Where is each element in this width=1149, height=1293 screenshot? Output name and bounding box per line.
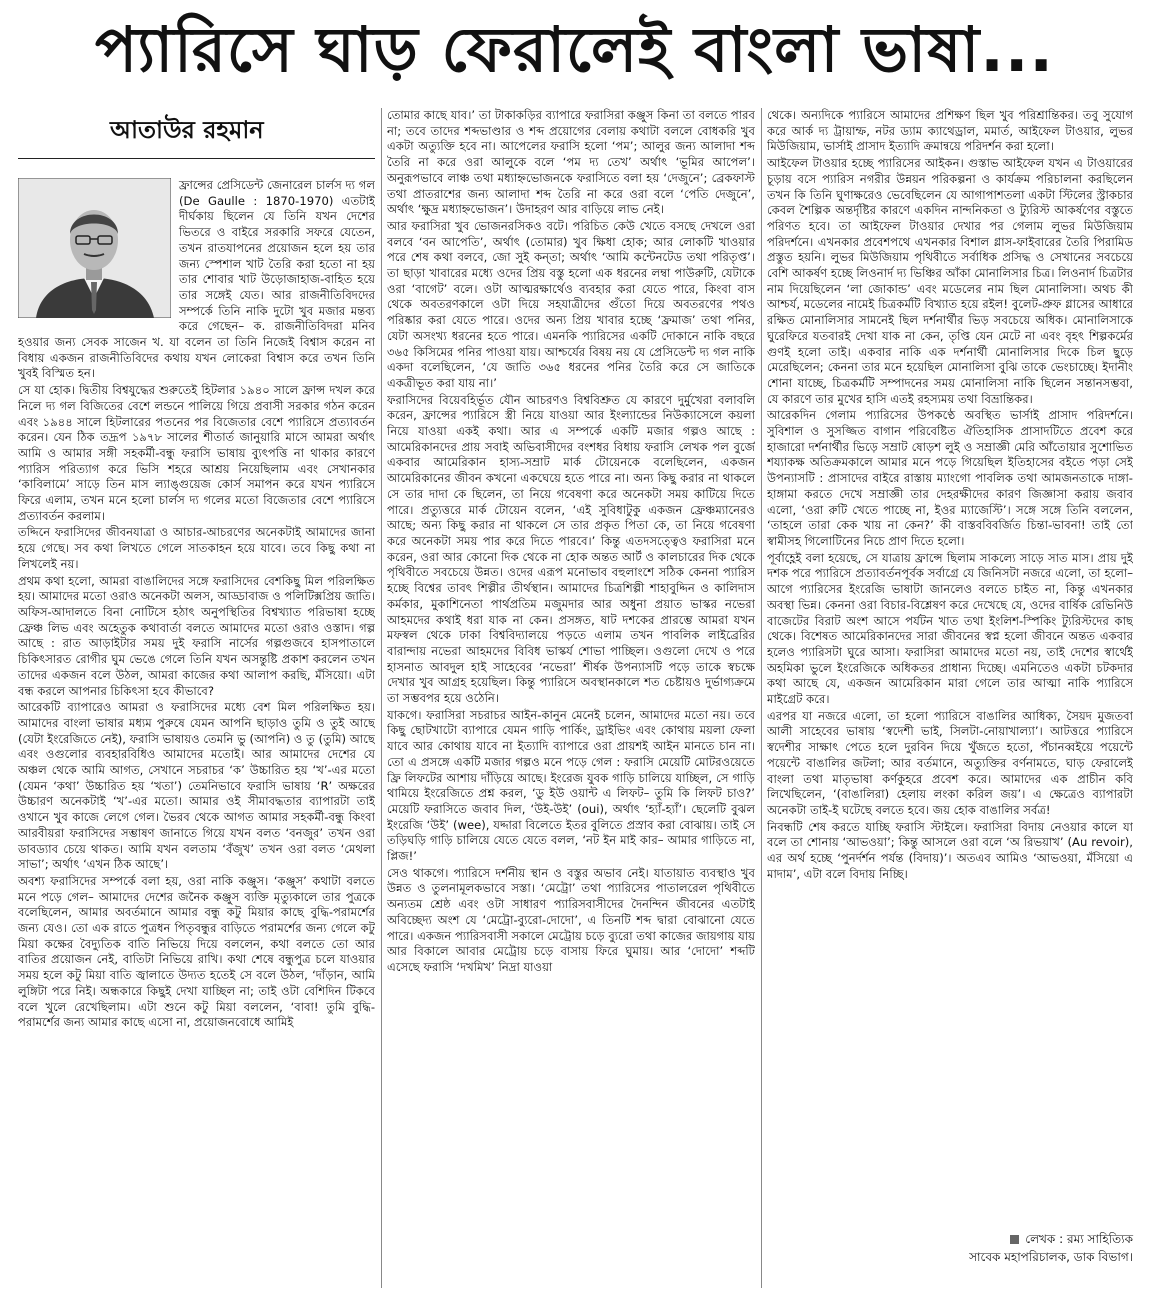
paragraph: সে যা হোক। দ্বিতীয় বিশ্বযুদ্ধের শুরুতেই হিটলার ১৯৪০ সালে ফ্রান্স দখল করে নিলে দ্য গল বিজিতের বেশে লন্ডনে পালিয়ে গিয়ে প্রবাসী সরকার গঠন করেন এবং ১৯৪৪ সালে হিটলারের পতনের পর বিজেতার বেশে প্যারিসে প্রত্যাবর্তন করেন। যেন ঠিক তদ্রূপ ১৯৭৮ সালের শীতার্ত জানুয়ারি মাসে আমরা অর্থাৎ আমি ও আমার সঙ্গী সহকর্মী-বন্ধু ফরাসি ভাষায় ব্যুৎপত্তি না থাকার কারণে প্যারিস পরিত্যাগ করে ভিসি শহরে আশ্রয় নিয়েছিলাম এবং সেখানকার ‘কাবিলামে’ সাড়ে তিন মাস ল্যাঙ্গুয়েজ কোর্স সমাপন করে যখন প্যারিসে ফিরে এলাম, তখন মনে হলো চার্লস দ্য গলের মতো বিজেতার বেশে প্যারিসে প্রত্যাবর্তন করলাম। xyxy=(18,383,375,523)
paragraph: আরেকদিন গেলাম প্যারিসের উপকণ্ঠে অবস্থিত ভার্সাই প্রাসাদ পরিদর্শনে। সুবিশাল ও সুসজ্জিত বাগান পরিবেষ্টিত ঐতিহাসিক প্রাসাদটিতে প্রবেশ করে হাজারো দর্শনার্থীর ভিড়ে সম্রাট ষোড়শ লুই ও সম্রাজ্ঞী মেরি আঁতোয়ার সুশোভিত শয্যাকক্ষ অতিক্রমকালে আমার মনে পড়ে গিয়েছিল ইতিহাসের বইতে পড়া সেই উপন্যাসটি : প্রাসাদের বাইরে রাস্তায় ম্যাংগো পাবলিক তথা আমজনতাকে দাঙ্গা-হাঙ্গামা করতে দেখে সম্রাজ্ঞী তার দেহরক্ষীদের কারণ জিজ্ঞাসা করায় জবাব এলো, ‘ওরা রুটি খেতে পাচ্ছে না, ইওর ম্যাজেস্টি’। সঙ্গে সঙ্গে তিনি বললেন, ‘তাহলে তারা কেক খায় না কেন?’ কী বাস্তববিবর্জিত চিন্তা-ভাবনা! তাই তো স্বামীসহ গিলোটিনের নিচে প্রাণ দিতে হলো। xyxy=(767,408,1133,548)
column-divider xyxy=(761,108,762,1288)
column-divider xyxy=(381,108,382,1288)
byline-rule xyxy=(18,158,375,159)
paragraph: তদ্দিনে ফরাসিদের জীবনযাত্রা ও আচার-আচরণের অনেকটাই আমাদের জানা হয়ে গেছে। সব কথা লিখতে গেলে সাতকাহন হয়ে যাবে। তবে কিছু কথা না লিখলেই নয়। xyxy=(18,525,375,571)
paragraph: থেকে। অন্যদিকে প্যারিসে আমাদের প্রশিক্ষণ ছিল খুব পরিশ্রান্তিকর। তবু সুযোগ করে আর্ক দ্য ট্রায়াম্ফ, নটর ড্যাম ক্যাথেড্রাল, মমার্ত, আইফেল টাওয়ার, লুভর মিউজিয়াম, ভার্সাই প্রাসাদ ইত্যাদি ক্রমান্বয়ে পরিদর্শন করা হলো। xyxy=(767,108,1133,154)
paragraph: প্রথম কথা হলো, আমরা বাঙালিদের সঙ্গে ফরাসিদের বেশকিছু মিল পরিলক্ষিত হয়। আমাদের মতো ওরাও অনেকটা অলস, আড্ডাবাজ ও পলিটিক্সপ্রিয় জাতি। অফিস-আদালতে বিনা নোটিসে হঠাৎ অনুপস্থিতির বিশ্বখ্যাত পরিভাষা হচ্ছে ফ্রেঞ্চ লিভ এবং অহেতুক কথাবার্তা বলতে আমাদের মতো ওরাও ওস্তাদ। গল্প আছে : রাত আড়াইটার সময় দুই ফরাসি নার্সের গল্পগুজবে হাসপাতালে চিকিৎসারত রোগীর ঘুম ভেঙে গেলে তিনি যখন অসন্তুষ্টি প্রকাশ করলেন তখন তাদের একজন বলে উঠল, আমরা কাজের কথা আলাপ করছি, মঁসিয়ো। এটা বন্ধ করলে আপনার চিকিৎসা হবে কীভাবে? xyxy=(18,573,375,698)
author-note xyxy=(895,1230,1133,1266)
paragraph: আর ফরাসিরা খুব ভোজনরসিকও বটে। পরিচিত কেউ খেতে বসছে দেখলে ওরা বলবে ‘বন আপেতি’, অর্থাৎ (তোমার) খুব ক্ষিধা হোক; আর লোকটি খাওয়ার পরে শেষ কথা বলবে, জো সুই কন্‌তা; অর্থাৎ ‘আমি কন্টেনটেড তথা পরিতৃপ্ত’। তা ছাড়া খাবারের মধ্যে ওদের প্রিয় বস্তু হলো এক ধরনের লম্বা পাউরুটি, যেটাকে ওরা ‘বাগেট’ বলে। ওটা আত্মরক্ষার্থেও ব্যবহার করা যেতে পারে, কিংবা বাস থেকে অবতরণকালে ওটা দিয়ে সহযাত্রীদের গুঁতো দিয়ে অবতরণের পথও পরিষ্কার করা যেতে পারে। ওদের অন্য প্রিয় খাবার হচ্ছে ‘ফ্রমাজ’ তথা পনির, যেটা অসংখ্য ধরনের হতে পারে। এমনকি প্যারিসের একটি দোকানে নাকি বছরে ৩৬৫ কিসিমের পনির পাওয়া যায়। আশ্চর্যের বিষয় নয় যে প্রেসিডেন্ট দ্য গল নাকি একদা বলেছিলেন, ‘যে জাতি ৩৬৫ ধরনের পনির তৈরি করে সে জাতিকে একত্রীভূত করা যায় না।’ xyxy=(387,218,755,390)
paragraph: সেও থাকগে। প্যারিসে দর্শনীয় স্থান ও বস্তুর অভাব নেই। যাতায়াত ব্যবস্থাও খুব উন্নত ও তুলনামূলকভাবে সস্তা। ‘মেট্রো’ তথা প্যারিসের পাতালরেল পৃথিবীতে অন্যতম শ্রেষ্ঠ এবং ওটা সাধারণ প্যারিসবাসীদের দৈনন্দিন জীবনের এতটাই অবিচ্ছেদ্য অংশ যে ‘মেট্রো-ব্যুরো-দোদো’, এ তিনটি শব্দ দ্বারা বোঝানো যেতে পারে। একজন প্যারিসবাসী সকালে মেট্রোয় চড়ে ব্যুরো তথা কাজের জায়গায় যায় আর বিকালে আবার মেট্রোয় চড়ে বাসায় ফিরে ঘুমায়। আর ‘দোদো’ শব্দটি এসেছে ফরাসি ‘দখমিখ’ নিদ্রা যাওয়া xyxy=(387,865,755,974)
author-portrait-icon xyxy=(18,178,171,318)
headline: প্যারিসে ঘাড় ফেরালেই বাংলা ভাষা... xyxy=(95,13,1054,86)
author-note-line-2: সাবেক মহাপরিচালক, ডাক বিভাগ। xyxy=(969,1250,1133,1264)
paragraph: তোমার কাছে যাব।’ তা টাকাকড়ির ব্যাপারে ফরাসিরা কঞ্জুস কিনা তা বলতে পারব না; তবে তাদের শব্দভাণ্ডার ও শব্দ প্রয়োগের বেলায় কথাটা বললে বোধকরি খুব একটা অত্যুক্তি হবে না। আপেলের ফরাসি হলো ‘পম’; আলুর জন্য আলাদা শব্দ তৈরি না করে ওরা আলুকে বলে ‘পম দ্য তেখ’ অর্থাৎ ‘ভূমির আপেল’। অনুরূপভাবে লাঞ্চ তথা মধ্যাহ্নভোজনকে ফরাসিতে বলা হয় ‘দেজুনে’; ব্রেকফাস্ট তথা প্রাতরাশের জন্য আলাদা শব্দ তৈরি না করে ওরা বলে ‘পেতি দেজুনে’, অর্থাৎ ‘ক্ষুদ্র মধ্যাহ্নভোজন’। উদাহরণ আর বাড়িয়ে লাভ নেই। xyxy=(387,108,755,217)
article-column-3 xyxy=(767,108,1133,1218)
paragraph: ফ্রান্সের প্রেসিডেন্ট জেনারেল চার্লস দ্য গল (De Gaulle : 1870-1970) এতটাই দীর্ঘকায় ছিলেন যে তিনি যখন দেশের ভিতরে ও বাইরে সরকারি সফরে যেতেন, তখন রাতযাপনের প্রয়োজন হলে হয় তার জন্য স্পেশাল খাট তৈরি করা হতো না হয় তার শোবার খাট উড়োজাহাজ-বাহিত হয়ে তার সঙ্গেই যেত। আর রাজনীতিবিদদের সম্পর্কে তিনি নাকি দুটো খুব মজার মন্তব্য করে গেছেন– ক. রাজনীতিবিদরা মনিব হওয়ার জন্য সেবক সাজেন খ. যা বলেন তা তিনি নিজেই বিশ্বাস করেন না বিধায় একজন রাজনীতিবিদের কথায় যখন লোকেরা বিশ্বাস করে তখন তিনি খুবই বিস্মিত হন। xyxy=(18,178,375,381)
paragraph: এরপর যা নজরে এলো, তা হলো প্যারিসে বাঙালির আধিক্য, সৈয়দ মুজতবা আলী সাহেবের ভাষায় ‘স্বদেশী ভাই, সিলটা-নোয়াখাল্যা’। আটত্তরে প্যারিসে স্বদেশীর সাক্ষাৎ পেতে হলে দুরবিন দিয়ে খুঁজতে হতো, পঁচানব্বইয়ে পয়েন্টে পয়েন্টে বাঙালির জটলা; আর বর্তমানে, অত্যুক্তির বর্ণনামতে, ঘাড় ফেরালেই বাংলা তথা মাতৃভাষা কর্ণকুহরে প্রবেশ করে। আমাদের এক প্রাচীন কবি লিখেছিলেন, ‘(বাঙালিরা) হেলায় লংকা করিল জয়’। এ ক্ষেত্রেও ব্যাপারটা অনেকটা তাই-ই ঘটেছে বলতে হবে। জয় হোক বাঙালির সর্বত্র! xyxy=(767,708,1133,817)
paragraph: অবশ্য ফরাসিদের সম্পর্কে বলা হয়, ওরা নাকি কঞ্জুস। ‘কঞ্জুস’ কথাটা বলতে মনে পড়ে গেল– আমাদের দেশের জনৈক কঞ্জুস ব্যক্তি মৃত্যুকালে তার পুত্রকে বলেছিলেন, আমার অবর্তমানে আমার বন্ধু কটু মিয়ার কাছে বুদ্ধি-পরামর্শের জন্য যেও। তো এক রাতে পুত্রধন পিতৃবন্ধুর বাড়িতে পরামর্শের জন্য গেলে কটু মিয়া কক্ষের বৈদ্যুতিক বাতি নিভিয়ে দিয়ে বললেন, কথা বলতে তো আর বাতির প্রয়োজন নেই, বাতিটা নিভিয়ে রাখি। কথা শেষে বন্ধুপুত্র চলে যাওয়ার সময় হলে কটু মিয়া বাতি জ্বালাতে উদ্যত হতেই সে বলে উঠল, ‘দাঁড়ান, আমি লুঙ্গিটা পরে নিই। অন্ধকারে কিছুই দেখা যাচ্ছিল না; তাই ওটা বেশিদিন টিকবে বলে খুলে রেখেছিলাম। এটা শুনে কটু মিয়া বললেন, ‘বাবা! তুমি বুদ্ধি-পরামর্শের জন্য আমার কাছে এসো না, প্রয়োজনবোধে আমিই xyxy=(18,873,375,1030)
paragraph: আইফেল টাওয়ার হচ্ছে প্যারিসের আইকন। গুস্তাভ আইফেল যখন এ টাওয়ারের চূড়ায় বসে প্যারিস নগরীর উন্নয়ন পরিকল্পনা ও কার্যক্রম পরিচালনা করছিলেন তখন কি তিনি ঘুণাক্ষরেও ভেবেছিলেন যে আগাপাশতলা একটা স্টিলের স্ট্রাকচার কেবল শৈল্পিক অন্তর্দৃষ্টির কারণে একদিন নান্দনিকতা ও ট্যুরিস্ট আকর্ষণের বস্তুতে পরিণত হবে। তা আইফেল টাওয়ার দেখার পর গেলাম লুভর মিউজিয়াম পরিদর্শনে। এখনকার প্রবেশপথে এখনকার বিশাল গ্লাস-ফাইবারের তৈরি পিরামিড প্রস্তুত হয়নি। লুভর মিউজিয়াম পৃথিবীতে সর্বাধিক প্রসিদ্ধ ও সেখানের সবচেয়ে বেশি আকর্ষণ হচ্ছে লিওনার্দ দ্য ভিঞ্চির আঁকা মোনালিসার চিত্র। লিওনার্দ চিত্রটার নাম দিয়েছিলেন ‘লা জোকান্ড’ এবং মডেলের নাম ছিল মোনালিসা। অথচ কী আশ্চর্য, মডেলের নামেই চিত্রকর্মটি বিখ্যাত হয়ে রইল! বুলেট-প্রুফ গ্লাসের আধারে রক্ষিত মোনালিসার সামনেই ছিল দর্শনার্থীর ভিড় সবচেয়ে অধিক। মোনালিসাকে ঘুরেফিরে যতবারই দেখা যাক না কেন, তৃপ্তি যেন মেটে না এবং বৃহৎ শিল্পকর্মের গুণই হলো তাই। একবার নাকি এক দর্শনার্থী মোনালিসার দিকে চিল ছুড়ে মেরেছিলেন; কেননা তার মনে হয়েছিল মোনালিসা বুঝি তাকে ভেংচাচ্ছে। ইদানীং শোনা যাচ্ছে, চিত্রকর্মটি সম্পাদনের সময় মোনালিসা নাকি ছিলেন সন্তানসম্ভবা, যে কারণে তার মুখের হাসি এতই রহস্যময় তথা বিভ্রান্তিকর। xyxy=(767,156,1133,406)
square-bullet-icon xyxy=(1010,1235,1019,1244)
paragraph: যাকগে। ফরাসিরা সচরাচর আইন-কানুন মেনেই চলেন, আমাদের মতো নয়। তবে কিছু ছোটখাটো ব্যাপারে যেমন গাড়ি পার্কিং, ড্রাইভিং এবং কোথায় ময়লা ফেলা যাবে আর কোথায় যাবে না ইত্যাদি ব্যাপারে ওরা প্রায়শই আইন মানতে চান না। তো এ প্রসঙ্গে একটি মজার গল্পও মনে পড়ে গেল : ফরাসি মেয়েটি মোটরওয়েতে ফ্রি লিফটের আশায় দাঁড়িয়ে আছে। ইংরেজ যুবক গাড়ি চালিয়ে যাচ্ছিল, সে গাড়ি থামিয়ে ইংরেজিতে প্রশ্ন করল, ‘ডু ইউ ওয়ান্ট এ লিফট– তুমি কি লিফট চাও?’ মেয়েটি ফরাসিতে জবাব দিল, ‘উই-উই’ (oui), অর্থাৎ ‘হ্যাঁ-হ্যাঁ’। ছেলেটি বুঝল ইংরেজি ‘উই’ (wee), যদ্দারা বিলেতে ইতর বুলিতে প্রস্রাব করা বোঝায়। তাই সে তড়িঘড়ি গাড়ি চালিয়ে যেতে যেতে বলল, ‘নট ইন মাই কার– আমার গাড়িতে না, প্লিজ!’ xyxy=(387,707,755,864)
paragraph: ফরাসিদের বিয়েবহির্ভূত যৌন আচরণও বিশ্ববিশ্রুত যে কারণে দুর্মুখেরা বলাবলি করেন, ফ্রান্সের প্যারিসে স্ত্রী নিয়ে যাওয়া আর ইংল্যান্ডের নিউক্যাসেলে কয়লা নিয়ে যাওয়া একই কথা। আর এ সম্পর্কে একটি মজার গল্পও আছে : আমেরিকানদের প্রায় সবাই অভিবাসীদের বংশধর বিধায় ফরাসি লেখক পল বুর্জে একবার আমেরিকান হাস্য-সম্রাট মার্ক টোয়েনকে বলেছিলেন, একজন আমেরিকানের জীবন কখনো একঘেয়ে হতে পারে না। অন্য কিছু করার না থাকলে সে তার দাদা কে ছিলেন, তা নিয়ে গবেষণা করে অনেকটা সময় কাটিয়ে দিতে পারে। প্রত্যুত্তরে মার্ক টোয়েন বলেন, ‘এই সুবিধাটুকু একজন ফ্রেঞ্চম্যানেরও আছে; অন্য কিছু করার না থাকলে সে তার প্রকৃত পিতা কে, তা নিয়ে গবেষণা করে অনেকটা সময় পার করে দিতে পারবে।’ কিন্তু এতদসত্ত্বেও ফরাসিরা মনে করেন, ওরা আর কোনো দিক থেকে না হোক অন্তত আর্ট ও কালচারের দিক থেকে পৃথিবীতে সবচেয়ে উন্নত। ওদের এরূপ মনোভাব বহুলাংশে সঠিক কেননা প্যারিস হচ্ছে বিশ্বের তাবৎ শিল্পীর তীর্থস্থান। আমাদের চিত্রশিল্পী শাহাবুদ্দিন ও কালিদাস কর্মকার, মুকাশিনেতা পার্থপ্রতিম মজুমদার আর অধুনা প্রয়াত ভাস্কর নভেরা আহমদের কথাই ধরা যাক না কেন। প্রসঙ্গত, ষাট দশকের প্রারম্ভে আমরা যখন মফস্বল থেকে ঢাকা বিশ্ববিদ্যালয়ে পড়তে এলাম তখন পাবলিক লাইব্রেরির বারান্দায় নভেরা আহমদের বিবিধ ভাস্কর্য শোভা পাচ্ছিল। ওগুলো দেখে ও পরে হাসনাত আবদুল হাই সাহেবের ‘নভেরা’ শীর্ষক উপন্যাসটি পড়ে তাকে স্বচক্ষে দেখার খুব আগ্রহ হয়েছিল। কিন্তু প্যারিসে অবস্থানকালে শত চেষ্টায়ও দুর্ভাগ্যক্রমে তা সম্ভবপর হয়ে ওঠেনি। xyxy=(387,392,755,706)
paragraph: নিবন্ধটি শেষ করতে যাচ্ছি ফরাসি স্টাইলে। ফরাসিরা বিদায় নেওয়ার কালে যা বলে তা শোনায় ‘আভওয়া’; কিন্তু আসলে ওরা বলে ‘অ রিভয়াখ’ (Au revoir), এর অর্থ হচ্ছে ‘পুনর্দর্শন পর্যন্ত (বিদায়)’। অতএব আমিও ‘আভওয়া, মঁসিয়ো এ মাদাম’, এটা বলে বিদায় নিচ্ছি। xyxy=(767,819,1133,881)
author-photo xyxy=(18,178,171,318)
paragraph: আরেকটি ব্যাপারেও আমরা ও ফরাসিদের মধ্যে বেশ মিল পরিলক্ষিত হয়। আমাদের বাংলা ভাষার মধ্যম পুরুষে যেমন আপনি ছাড়াও তুমি ও তুই আছে (যেটা ইংরেজিতে নেই), ফরাসি ভাষায়ও তেমনি ভু (আপনি) ও তু (তুমি) আছে এবং ওগুলোর ব্যবহারবিধিও আমাদের মতোই। আর আমাদের দেশের যে অঞ্চল থেকে আমি আগত, সেখানে সচরাচর ‘ক’ উচ্চারিত হয় ‘খ’-এর মতো (যেমন ‘কথা’ উচ্চারিত হয় ‘খতা’) তেমনিভাবে ফরাসি ভাষায় ‘R’ অক্ষরের উচ্চারণ অনেকটাই ‘খ’-এর মতো। আমার ওই সীমাবদ্ধতার ব্যাপারটা তাই ওখানে খুব কাজে লেগে গেল। ভৈরব থেকে আগত আমার সহকর্মী-বন্ধু কিংবা আরবীয়রা ফরাসিদের সম্ভাষণ জানাতে গিয়ে যখন বলত ‘বনজুর’ তখন ওরা ডাবড্যাব চেয়ে থাকত। আমি যখন বলতাম ‘বঁজুখ’ তখন ওরা বলত ‘মেথলা সাভা’; অর্থাৎ ‘এখন ঠিক আছে’। xyxy=(18,700,375,872)
article-column-1 xyxy=(18,178,375,1288)
article-column-2 xyxy=(387,108,755,1288)
byline: আতাউর রহমান xyxy=(110,115,264,144)
paragraph: পূর্বাহ্ণেই বলা হয়েছে, সে যাত্রায় ফ্রান্সে ছিলাম সাকল্যে সাড়ে সাত মাস। প্রায় দুই দশক পরে প্যারিসে প্রত্যাবর্তনপূর্বক সর্বাগ্রে যে জিনিসটা নজরে এলো, তা হলো– আগে প্যারিসের ইংরেজি ভাষাটা জানলেও বলতে চাইত না, কিন্তু এখনকার অবস্থা ভিন্ন। কেননা ওরা বিচার-বিশ্লেষণ করে দেখেছে যে, ওদের বার্ষিক রেভিনিউ বাজেটের বিরাট অংশ আসে পর্যটন খাত তথা ইংলিশ-স্পিকিং ট্যুরিস্টদের কাছ থেকে। বিশেষত আমেরিকানদের সারা জীবনের স্বপ্ন হলো জীবনে অন্তত একবার হলেও প্যারিসটা ঘুরে আসা। ফরাসিরা আমাদের মতো নয়, তাই দেশের স্বার্থেই অহমিকা ভুলে ইংরেজিকে অধিকতর প্রাধান্য দিচ্ছে। এমনিতেও একটা চটকদার কথা আছে যে, একজন আমেরিকান মারা গেলে তার আত্মা নাকি প্যারিসে মাইগ্রেট করে। xyxy=(767,550,1133,707)
author-note-line-1: লেখক : রম্য সাহিত্যিক xyxy=(1025,1232,1133,1246)
